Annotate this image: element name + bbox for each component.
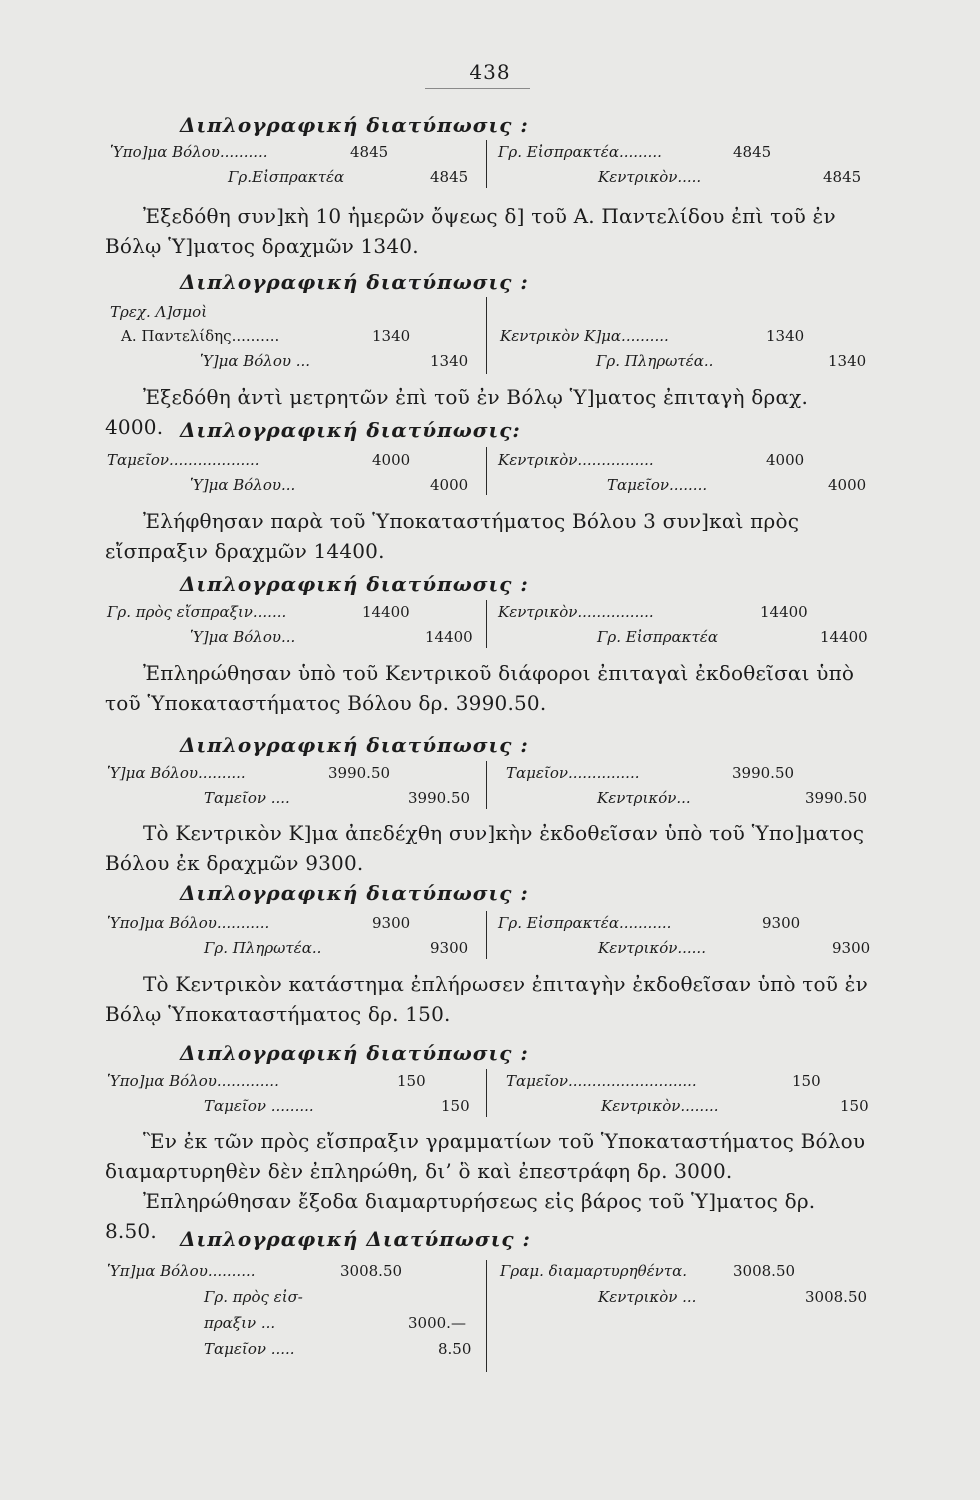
credit-label: Κεντρικόν...... — [598, 939, 706, 957]
debit-amount: 1340 — [430, 352, 469, 370]
credit-amount: 3008.50 — [733, 1262, 796, 1280]
credit-amount: 9300 — [762, 914, 801, 932]
debit-amount: 4000 — [372, 451, 411, 469]
entry-heading: Διπλογραφική διατύπωσις: — [180, 418, 521, 442]
debit-label: Γρ. Πληρωτέα.. — [204, 939, 322, 957]
credit-label: Κεντρικὸν..... — [598, 168, 702, 186]
credit-amount: 3008.50 — [805, 1288, 868, 1306]
debit-amount: 3990.50 — [328, 764, 391, 782]
debit-label: Ὑ]μα Βόλου... — [190, 628, 296, 646]
narrative-paragraph: Ἐπληρώθησαν ἔξοδα διαμαρτυρήσεως εἰς βάρος τοῦ Ὑ]ματος δρ. 8.50. — [105, 1189, 816, 1243]
column-divider — [486, 761, 487, 809]
credit-label: Ταμεῖον........ — [607, 476, 708, 494]
credit-label: Γρ. Πληρωτέα.. — [596, 352, 714, 370]
narrative-paragraph: Ἓν ἐκ τῶν πρὸς εἴσπραξιν γραμματίων τοῦ Ὑποκαταστήματος Βόλου διαμαρτυρηθὲν δὲν ἐπληρώθη, δι’ ὃ καὶ ἐπεστράφη δρ. 3000. — [105, 1129, 866, 1183]
credit-label: Κεντρικὸν Κ]μα.......... — [500, 327, 669, 345]
narrative-paragraph: Τὸ Κεντρικὸν Κ]μα ἀπεδέχθη συν]κὴν ἐκδοθεῖσαν ὑπὸ τοῦ Ὑπο]ματος Βόλου ἐκ δραχμῶν 9300. — [105, 821, 865, 875]
credit-label: Κεντρικὸν................ — [498, 451, 654, 469]
credit-amount: 3990.50 — [732, 764, 795, 782]
debit-label: Ὑ]μα Βόλου.......... — [107, 764, 246, 782]
entry-heading: Διπλογραφική διατύπωσις : — [180, 881, 529, 905]
credit-label: Ταμεῖον............... — [506, 764, 640, 782]
entry-heading: Διπλογραφική διατύπωσις : — [180, 113, 529, 137]
column-divider — [486, 297, 487, 374]
credit-label: Γρ. Εἰσπρακτέα — [597, 628, 718, 646]
debit-label: Ὑπο]μα Βόλου.......... — [110, 143, 268, 161]
page-number-rule — [425, 88, 530, 89]
debit-amount: 3990.50 — [408, 789, 471, 807]
column-divider — [486, 600, 487, 648]
entry-heading: Διπλογραφική διατύπωσις : — [180, 270, 529, 294]
credit-label: Γρ. Εἰσπρακτέα......... — [498, 143, 662, 161]
narrative-paragraph: Ἐξεδόθη συν]κὴ 10 ἡμερῶν ὄψεως δ] τοῦ Α. Παντελίδου ἐπὶ τοῦ ἐν Βόλῳ Ὑ]ματος δραχμῶν 1340. — [105, 204, 836, 258]
debit-amount: 14400 — [362, 603, 410, 621]
debit-label: Ταμεῖον ......... — [204, 1097, 314, 1115]
debit-label: Ταμεῖον ..... — [204, 1340, 295, 1358]
credit-amount: 9300 — [832, 939, 871, 957]
credit-label: Κεντρικὸν ... — [598, 1288, 697, 1306]
debit-label: Ταμεῖον................... — [107, 451, 260, 469]
credit-label: Ταμεῖον........................... — [506, 1072, 697, 1090]
credit-amount: 4000 — [828, 476, 867, 494]
debit-label: Γρ. πρὸς εἴσπραξιν....... — [107, 603, 287, 621]
debit-amount: 8.50 — [438, 1340, 472, 1358]
debit-label: Ὑ]μα Βόλου ... — [200, 352, 311, 370]
credit-label: Κεντρικὸν................ — [498, 603, 654, 621]
debit-amount: 4845 — [350, 143, 389, 161]
narrative-paragraph: Τὸ Κεντρικὸν κατάστημα ἐπλήρωσεν ἐπιταγὴν ἐκδοθεῖσαν ὑπὸ τοῦ ἐν Βόλῳ Ὑποκαταστήματος δρ. 150. — [105, 972, 868, 1026]
credit-amount: 150 — [840, 1097, 869, 1115]
credit-amount: 1340 — [828, 352, 867, 370]
entry-heading: Διπλογραφική διατύπωσις : — [180, 572, 529, 596]
debit-label: Γρ. πρὸς εἰσ- — [204, 1288, 303, 1306]
credit-amount: 4845 — [733, 143, 772, 161]
debit-label: πραξιν ... — [204, 1314, 276, 1332]
entry-heading: Διπλογραφική Διατύπωσις : — [180, 1227, 531, 1251]
debit-amount: 9300 — [430, 939, 469, 957]
page-number: 438 — [469, 60, 511, 84]
entry-heading: Διπλογραφική διατύπωσις : — [180, 1041, 529, 1065]
credit-amount: 150 — [792, 1072, 821, 1090]
column-divider — [486, 1069, 487, 1117]
debit-label: Ὑπο]μα Βόλου............. — [107, 1072, 279, 1090]
column-divider — [486, 140, 487, 188]
column-divider — [486, 447, 487, 495]
debit-amount: 3000.— — [408, 1314, 466, 1332]
narrative-paragraph: Ἐλήφθησαν παρὰ τοῦ Ὑποκαταστήματος Βόλου 3 συν]καὶ πρὸς εἴσπραξιν δραχμῶν 14400. — [105, 509, 800, 563]
debit-amount: 4845 — [430, 168, 469, 186]
entry-heading: Διπλογραφική διατύπωσις : — [180, 733, 529, 757]
debit-amount: 9300 — [372, 914, 411, 932]
column-divider — [486, 1260, 487, 1372]
debit-amount: 150 — [397, 1072, 426, 1090]
column-divider — [486, 911, 487, 959]
credit-amount: 14400 — [760, 603, 808, 621]
debit-amount: 3008.50 — [340, 1262, 403, 1280]
debit-amount: 1340 — [372, 327, 411, 345]
credit-label: Κεντρικόν... — [597, 789, 691, 807]
credit-amount: 3990.50 — [805, 789, 868, 807]
debit-label: Α. Παντελίδης.......... — [121, 327, 280, 345]
narrative-paragraph: Ἐπληρώθησαν ὑπὸ τοῦ Κεντρικοῦ διάφοροι ἐπιταγαὶ ἐκδοθεῖσαι ὑπὸ τοῦ Ὑποκαταστήματος Βόλου δρ. 3990.50. — [105, 661, 855, 715]
credit-amount: 4845 — [823, 168, 862, 186]
credit-amount: 4000 — [766, 451, 805, 469]
debit-label: Γρ.Εἰσπρακτέα — [228, 168, 345, 186]
credit-amount: 14400 — [820, 628, 868, 646]
debit-amount: 4000 — [430, 476, 469, 494]
debit-amount: 14400 — [425, 628, 473, 646]
debit-label: Ὑ]μα Βόλου... — [190, 476, 296, 494]
narrative-paragraph: Ἐξεδόθη ἀντὶ μετρητῶν ἐπὶ τοῦ ἐν Βόλῳ Ὑ]ματος ἐπιταγὴ δραχ. 4000. — [105, 385, 809, 439]
debit-label: Ὑπο]μα Βόλου........... — [107, 914, 270, 932]
credit-label: Κεντρικὸν........ — [601, 1097, 719, 1115]
debit-amount: 150 — [441, 1097, 470, 1115]
credit-label: Γρ. Εἰσπρακτέα........... — [498, 914, 672, 932]
debit-label: Ταμεῖον .... — [204, 789, 290, 807]
account-group-label: Τρεχ. Λ]σμοὶ — [110, 303, 208, 321]
credit-label: Γραμ. διαμαρτυρηθέντα. — [500, 1262, 687, 1280]
debit-label: Ὑπ]μα Βόλου.......... — [107, 1262, 256, 1280]
credit-amount: 1340 — [766, 327, 805, 345]
